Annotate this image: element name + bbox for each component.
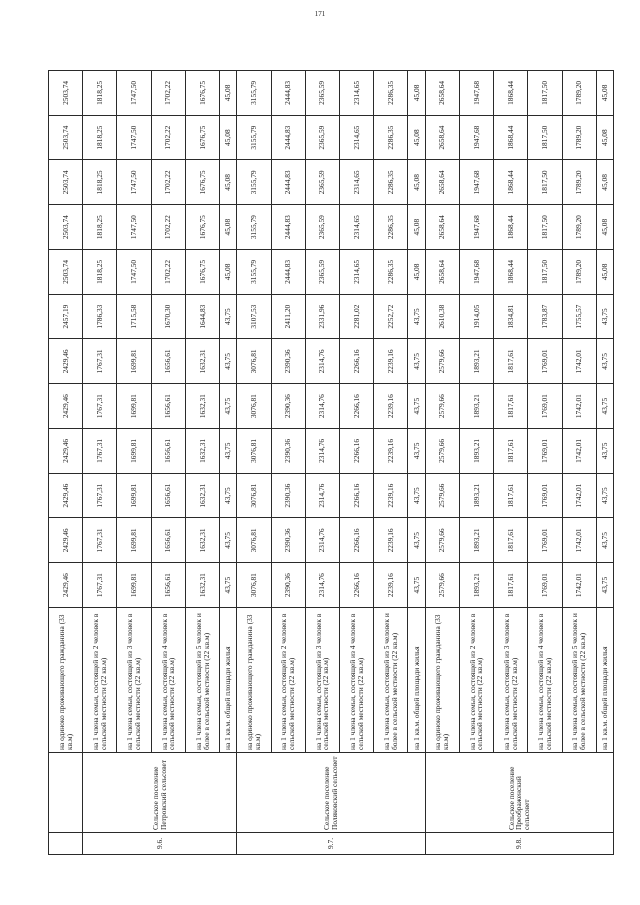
value-cell: 1755,57 xyxy=(562,294,596,339)
value-cell: 2579,66 xyxy=(425,339,459,384)
value-cell: 2314,76 xyxy=(305,518,339,563)
value-cell: 1676,75 xyxy=(185,115,219,160)
value-cell: 1817,61 xyxy=(494,339,528,384)
value-cell: 2266,16 xyxy=(339,563,373,608)
value-cell: 2314,65 xyxy=(339,250,373,295)
value-cell: 1947,68 xyxy=(459,160,493,205)
value-cell: 43,75 xyxy=(220,294,237,339)
value-cell: 1632,31 xyxy=(185,518,219,563)
value-cell: 45,08 xyxy=(408,71,425,116)
value-cell: 3076,81 xyxy=(237,339,271,384)
value-cell: 1893,21 xyxy=(459,429,493,474)
value-cell: 2429,46 xyxy=(49,429,83,474)
value-cell: 2331,96 xyxy=(305,294,339,339)
value-cell: 1769,01 xyxy=(528,339,562,384)
value-cell: 1817,50 xyxy=(528,250,562,295)
empty-cell xyxy=(49,753,83,833)
value-cell: 1632,31 xyxy=(185,384,219,429)
row-description: на 1 члена семьи, состоящей из 5 человек и более в сельской местности (22 кв.м) xyxy=(374,608,408,753)
value-cell: 43,75 xyxy=(408,429,425,474)
value-cell: 1818,25 xyxy=(83,71,117,116)
value-cell: 45,08 xyxy=(408,205,425,250)
value-cell: 2365,59 xyxy=(305,71,339,116)
value-cell: 2286,35 xyxy=(374,71,408,116)
value-cell: 3155,79 xyxy=(237,71,271,116)
value-cell: 2314,65 xyxy=(339,205,373,250)
value-cell: 1702,22 xyxy=(151,71,185,116)
value-cell: 43,75 xyxy=(596,518,613,563)
value-cell: 1868,44 xyxy=(494,160,528,205)
value-cell: 2314,76 xyxy=(305,429,339,474)
table-row xyxy=(237,71,271,855)
value-cell: 1699,81 xyxy=(117,429,151,474)
value-cell: 43,75 xyxy=(220,563,237,608)
value-cell: 1818,25 xyxy=(83,115,117,160)
value-cell: 2444,83 xyxy=(271,115,305,160)
value-cell: 43,75 xyxy=(220,339,237,384)
table-row xyxy=(83,71,117,855)
value-cell: 2239,16 xyxy=(374,563,408,608)
table-row xyxy=(459,71,493,855)
empty-cell xyxy=(49,833,83,855)
value-cell: 2503,74 xyxy=(49,160,83,205)
value-cell: 2314,76 xyxy=(305,339,339,384)
value-cell: 2390,36 xyxy=(271,473,305,518)
value-cell: 1742,01 xyxy=(562,563,596,608)
value-cell: 1747,50 xyxy=(117,250,151,295)
value-cell: 45,08 xyxy=(220,250,237,295)
value-cell: 1702,22 xyxy=(151,205,185,250)
value-cell: 1644,83 xyxy=(185,294,219,339)
value-cell: 1834,81 xyxy=(494,294,528,339)
value-cell: 2503,74 xyxy=(49,115,83,160)
value-cell: 2314,65 xyxy=(339,71,373,116)
value-cell: 1893,21 xyxy=(459,518,493,563)
value-cell: 1868,44 xyxy=(494,205,528,250)
value-cell: 1656,61 xyxy=(151,339,185,384)
value-cell: 1817,61 xyxy=(494,518,528,563)
value-cell: 2239,16 xyxy=(374,473,408,518)
value-cell: 43,75 xyxy=(220,384,237,429)
value-cell: 2429,46 xyxy=(49,339,83,384)
value-cell: 2365,59 xyxy=(305,205,339,250)
section-name: Сельское поселение Поляковский сельсовет xyxy=(237,753,425,833)
value-cell: 43,75 xyxy=(408,518,425,563)
table-row xyxy=(49,71,83,855)
value-cell: 1742,01 xyxy=(562,473,596,518)
table-row xyxy=(339,71,373,855)
row-description: на 1 члена семьи, состоящей из 4 человек в сельской местности (22 кв.м) xyxy=(151,608,185,753)
value-cell: 1817,61 xyxy=(494,563,528,608)
value-cell: 1868,44 xyxy=(494,250,528,295)
value-cell: 2579,66 xyxy=(425,518,459,563)
value-cell: 1676,75 xyxy=(185,250,219,295)
value-cell: 3076,81 xyxy=(237,384,271,429)
value-cell: 1632,31 xyxy=(185,339,219,384)
value-cell: 2286,35 xyxy=(374,160,408,205)
value-cell: 2239,16 xyxy=(374,429,408,474)
value-cell: 45,08 xyxy=(220,115,237,160)
value-cell: 1817,50 xyxy=(528,205,562,250)
row-description: на 1 члена семьи, состоящей из 4 человек в сельской местности (22 кв.м) xyxy=(528,608,562,753)
section-name: Сельское поселение Преображенский сельсовет xyxy=(425,753,613,833)
value-cell: 2390,36 xyxy=(271,339,305,384)
value-cell: 1699,81 xyxy=(117,473,151,518)
value-cell: 2579,66 xyxy=(425,473,459,518)
value-cell: 1947,68 xyxy=(459,205,493,250)
value-cell: 1789,20 xyxy=(562,115,596,160)
value-cell: 45,08 xyxy=(596,205,613,250)
value-cell: 45,08 xyxy=(596,115,613,160)
row-description: на 1 члена семьи, состоящей из 3 человек в сельской местности (22 кв.м) xyxy=(494,608,528,753)
value-cell: 2503,74 xyxy=(49,71,83,116)
value-cell: 1789,20 xyxy=(562,205,596,250)
value-cell: 2411,20 xyxy=(271,294,305,339)
value-cell: 1818,25 xyxy=(83,160,117,205)
value-cell: 2266,16 xyxy=(339,518,373,563)
value-cell: 3076,81 xyxy=(237,518,271,563)
value-cell: 1767,31 xyxy=(83,429,117,474)
value-cell: 45,08 xyxy=(408,160,425,205)
row-description: на 1 кв.м. общей площади жилья xyxy=(408,608,425,753)
value-cell: 1789,20 xyxy=(562,250,596,295)
row-description: на 1 члена семьи, состоящей из 2 человек в сельской местности (22 кв.м) xyxy=(271,608,305,753)
table-row xyxy=(596,71,613,855)
value-cell: 1742,01 xyxy=(562,339,596,384)
value-cell: 43,75 xyxy=(596,339,613,384)
value-cell: 2266,16 xyxy=(339,339,373,384)
value-cell: 3155,79 xyxy=(237,205,271,250)
row-description: на 1 члена семьи, состоящей из 4 человек в сельской местности (22 кв.м) xyxy=(339,608,373,753)
value-cell: 1817,50 xyxy=(528,71,562,116)
value-cell: 1699,81 xyxy=(117,518,151,563)
value-cell: 2314,76 xyxy=(305,384,339,429)
value-cell: 1914,05 xyxy=(459,294,493,339)
value-cell: 2314,76 xyxy=(305,563,339,608)
row-description: на 1 члена семьи, состоящей из 3 человек в сельской местности (22 кв.м) xyxy=(305,608,339,753)
value-cell: 2239,16 xyxy=(374,339,408,384)
value-cell: 1715,58 xyxy=(117,294,151,339)
value-cell: 2365,59 xyxy=(305,250,339,295)
value-cell: 45,08 xyxy=(596,250,613,295)
row-description: на одиноко проживающего гражданина (33 кв.м) xyxy=(237,608,271,753)
value-cell: 45,08 xyxy=(220,160,237,205)
value-cell: 2252,72 xyxy=(374,294,408,339)
value-cell: 1767,31 xyxy=(83,563,117,608)
value-cell: 1767,31 xyxy=(83,473,117,518)
value-cell: 1656,61 xyxy=(151,473,185,518)
row-description: на 1 кв.м. общей площади жилья xyxy=(220,608,237,753)
rotated-table-container xyxy=(48,70,614,855)
value-cell: 2390,36 xyxy=(271,518,305,563)
table-row xyxy=(374,71,408,855)
value-cell: 43,75 xyxy=(596,563,613,608)
value-cell: 3076,81 xyxy=(237,473,271,518)
row-description: на одиноко проживающего гражданина (33 кв.м) xyxy=(425,608,459,753)
value-cell: 1702,22 xyxy=(151,160,185,205)
value-cell: 2266,16 xyxy=(339,384,373,429)
table-row xyxy=(271,71,305,855)
value-cell: 43,75 xyxy=(596,294,613,339)
value-cell: 2610,38 xyxy=(425,294,459,339)
value-cell: 2365,59 xyxy=(305,115,339,160)
value-cell: 2658,64 xyxy=(425,115,459,160)
value-cell: 1769,01 xyxy=(528,473,562,518)
value-cell: 1632,31 xyxy=(185,563,219,608)
tariff-table xyxy=(48,70,614,855)
value-cell: 1893,21 xyxy=(459,339,493,384)
value-cell: 1769,01 xyxy=(528,384,562,429)
value-cell: 2365,59 xyxy=(305,160,339,205)
value-cell: 1818,25 xyxy=(83,250,117,295)
value-cell: 45,08 xyxy=(596,71,613,116)
value-cell: 2286,35 xyxy=(374,205,408,250)
value-cell: 1817,61 xyxy=(494,429,528,474)
value-cell: 1676,75 xyxy=(185,205,219,250)
value-cell: 1783,87 xyxy=(528,294,562,339)
value-cell: 1702,22 xyxy=(151,115,185,160)
table-row xyxy=(425,71,459,855)
value-cell: 43,75 xyxy=(408,384,425,429)
value-cell: 1818,25 xyxy=(83,205,117,250)
section-name: Сельское поселение Петровский сельсовет xyxy=(83,753,237,833)
value-cell: 45,08 xyxy=(220,71,237,116)
value-cell: 1868,44 xyxy=(494,71,528,116)
value-cell: 1789,20 xyxy=(562,71,596,116)
value-cell: 1767,31 xyxy=(83,518,117,563)
table-row xyxy=(528,71,562,855)
value-cell: 1742,01 xyxy=(562,384,596,429)
value-cell: 45,08 xyxy=(408,250,425,295)
value-cell: 3076,81 xyxy=(237,563,271,608)
value-cell: 1656,61 xyxy=(151,518,185,563)
value-cell: 1632,31 xyxy=(185,473,219,518)
value-cell: 1947,68 xyxy=(459,250,493,295)
table-body xyxy=(49,71,614,855)
value-cell: 2281,02 xyxy=(339,294,373,339)
value-cell: 1947,68 xyxy=(459,115,493,160)
section-number: 9.6. xyxy=(83,833,237,855)
value-cell: 1947,68 xyxy=(459,71,493,116)
value-cell: 2444,83 xyxy=(271,205,305,250)
value-cell: 2579,66 xyxy=(425,429,459,474)
value-cell: 1868,44 xyxy=(494,115,528,160)
value-cell: 1817,50 xyxy=(528,115,562,160)
value-cell: 2444,83 xyxy=(271,250,305,295)
value-cell: 2658,64 xyxy=(425,205,459,250)
value-cell: 1742,01 xyxy=(562,429,596,474)
value-cell: 1786,33 xyxy=(83,294,117,339)
value-cell: 2429,46 xyxy=(49,518,83,563)
section-number: 9.7. xyxy=(237,833,425,855)
value-cell: 2429,46 xyxy=(49,563,83,608)
value-cell: 1742,01 xyxy=(562,518,596,563)
value-cell: 45,08 xyxy=(220,205,237,250)
value-cell: 1767,31 xyxy=(83,384,117,429)
value-cell: 2286,35 xyxy=(374,250,408,295)
value-cell: 43,75 xyxy=(220,473,237,518)
value-cell: 1893,21 xyxy=(459,563,493,608)
value-cell: 1699,81 xyxy=(117,563,151,608)
section-number: 9.8. xyxy=(425,833,613,855)
table-row xyxy=(185,71,219,855)
value-cell: 2658,64 xyxy=(425,71,459,116)
value-cell: 1747,50 xyxy=(117,71,151,116)
value-cell: 2444,83 xyxy=(271,71,305,116)
value-cell: 1656,61 xyxy=(151,384,185,429)
value-cell: 1767,31 xyxy=(83,339,117,384)
row-description: на 1 члена семьи, состоящей из 5 человек и более в сельской местности (22 кв.м) xyxy=(562,608,596,753)
value-cell: 2503,74 xyxy=(49,205,83,250)
row-description: на 1 члена семьи, состоящей из 2 человек в сельской местности (22 кв.м) xyxy=(83,608,117,753)
table-row xyxy=(220,71,237,855)
value-cell: 43,75 xyxy=(596,473,613,518)
value-cell: 3155,79 xyxy=(237,250,271,295)
value-cell: 2266,16 xyxy=(339,429,373,474)
value-cell: 1769,01 xyxy=(528,563,562,608)
row-description: на 1 члена семьи, состоящей из 3 человек в сельской местности (22 кв.м) xyxy=(117,608,151,753)
row-description: на 1 члена семьи, состоящей из 2 человек в сельской местности (22 кв.м) xyxy=(459,608,493,753)
table-row xyxy=(562,71,596,855)
value-cell: 43,75 xyxy=(408,473,425,518)
table-row xyxy=(408,71,425,855)
value-cell: 2286,35 xyxy=(374,115,408,160)
value-cell: 1676,75 xyxy=(185,71,219,116)
value-cell: 2457,19 xyxy=(49,294,83,339)
value-cell: 3076,81 xyxy=(237,429,271,474)
value-cell: 2266,16 xyxy=(339,473,373,518)
value-cell: 43,75 xyxy=(220,518,237,563)
value-cell: 1656,61 xyxy=(151,563,185,608)
value-cell: 2579,66 xyxy=(425,384,459,429)
table-row xyxy=(151,71,185,855)
row-description: на 1 кв.м. общей площади жилья xyxy=(596,608,613,753)
value-cell: 43,75 xyxy=(408,294,425,339)
value-cell: 1747,50 xyxy=(117,205,151,250)
value-cell: 1769,01 xyxy=(528,518,562,563)
value-cell: 45,08 xyxy=(596,160,613,205)
value-cell: 2444,83 xyxy=(271,160,305,205)
value-cell: 3155,79 xyxy=(237,160,271,205)
value-cell: 2429,46 xyxy=(49,384,83,429)
value-cell: 2658,64 xyxy=(425,160,459,205)
value-cell: 1893,21 xyxy=(459,473,493,518)
value-cell: 2239,16 xyxy=(374,384,408,429)
value-cell: 1632,31 xyxy=(185,429,219,474)
value-cell: 1676,75 xyxy=(185,160,219,205)
table-row xyxy=(117,71,151,855)
value-cell: 2390,36 xyxy=(271,429,305,474)
value-cell: 43,75 xyxy=(596,429,613,474)
table-row xyxy=(305,71,339,855)
value-cell: 43,75 xyxy=(408,563,425,608)
value-cell: 3155,79 xyxy=(237,115,271,160)
value-cell: 2390,36 xyxy=(271,384,305,429)
value-cell: 1747,50 xyxy=(117,115,151,160)
value-cell: 1893,21 xyxy=(459,384,493,429)
value-cell: 43,75 xyxy=(408,339,425,384)
value-cell: 1769,01 xyxy=(528,429,562,474)
value-cell: 3107,53 xyxy=(237,294,271,339)
value-cell: 2503,74 xyxy=(49,250,83,295)
value-cell: 1699,81 xyxy=(117,339,151,384)
value-cell: 2390,36 xyxy=(271,563,305,608)
value-cell: 1702,22 xyxy=(151,250,185,295)
value-cell: 2239,16 xyxy=(374,518,408,563)
value-cell: 43,75 xyxy=(220,429,237,474)
value-cell: 2429,46 xyxy=(49,473,83,518)
value-cell: 2579,66 xyxy=(425,563,459,608)
value-cell: 1656,61 xyxy=(151,429,185,474)
page-number: 171 xyxy=(314,10,326,18)
value-cell: 1699,81 xyxy=(117,384,151,429)
row-description: на 1 члена семьи, состоящей из 5 человек и более в сельской местности (22 кв.м) xyxy=(185,608,219,753)
value-cell: 43,75 xyxy=(596,384,613,429)
value-cell: 1817,50 xyxy=(528,160,562,205)
value-cell: 1789,20 xyxy=(562,160,596,205)
row-description: на одиноко проживающего гражданина (33 кв.м) xyxy=(49,608,83,753)
value-cell: 1670,30 xyxy=(151,294,185,339)
value-cell: 1817,61 xyxy=(494,384,528,429)
table-row xyxy=(494,71,528,855)
value-cell: 2314,65 xyxy=(339,115,373,160)
value-cell: 2314,65 xyxy=(339,160,373,205)
value-cell: 1817,61 xyxy=(494,473,528,518)
value-cell: 1747,50 xyxy=(117,160,151,205)
value-cell: 2658,64 xyxy=(425,250,459,295)
value-cell: 2314,76 xyxy=(305,473,339,518)
value-cell: 45,08 xyxy=(408,115,425,160)
